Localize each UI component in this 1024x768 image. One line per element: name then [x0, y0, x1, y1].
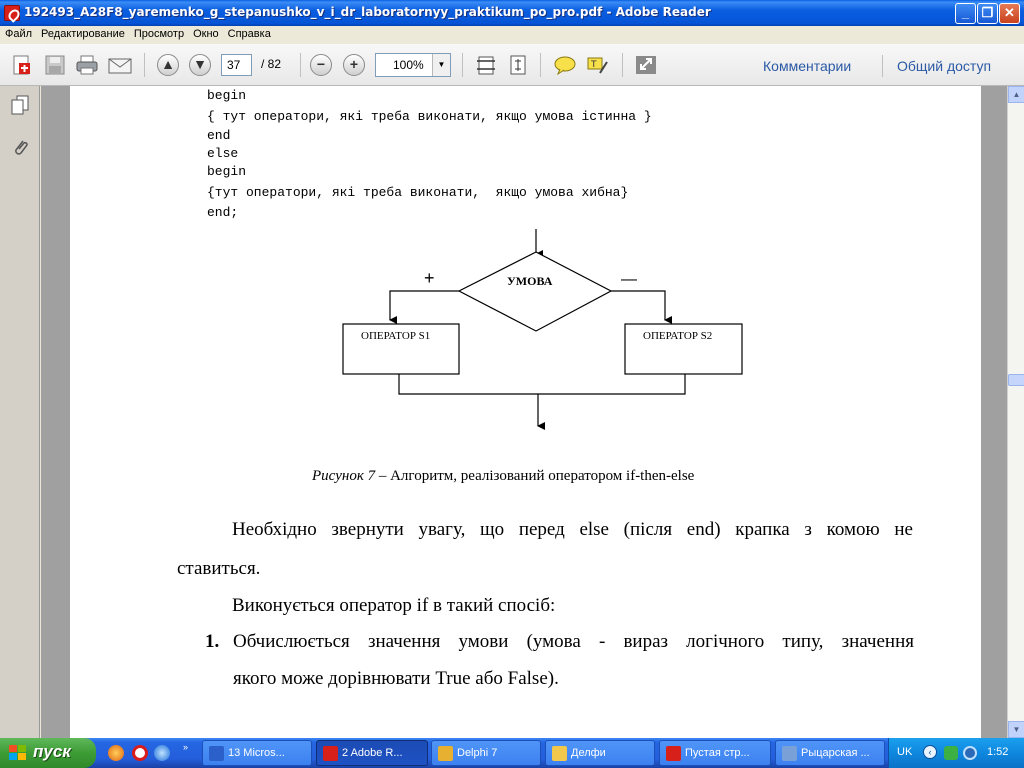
flow-arrow: [390, 291, 459, 320]
next-page-button[interactable]: ▼: [189, 54, 211, 76]
pages-icon[interactable]: [10, 94, 30, 116]
toolbar-separator: [300, 53, 301, 77]
toolbar-separator: [540, 53, 541, 77]
language-indicator[interactable]: UK: [897, 746, 913, 758]
page-number-input[interactable]: 37: [221, 54, 252, 76]
network-icon[interactable]: [944, 746, 958, 760]
window-icon: [782, 746, 797, 761]
task-button-folder[interactable]: [545, 740, 655, 766]
comment-icon[interactable]: [552, 53, 578, 77]
pdf-page: [70, 86, 981, 738]
adobe-reader-icon: [4, 5, 20, 21]
share-link[interactable]: Общий доступ: [897, 58, 992, 74]
taskbar: [0, 738, 1024, 768]
fit-page-icon[interactable]: [506, 53, 532, 77]
navigation-pane: [0, 86, 40, 738]
toolbar-separator: [144, 53, 145, 77]
list-item-line: Обчислюється значення умови (умова - вираз логічного типу, значення: [233, 631, 914, 652]
window-title: 192493_A28F8_yaremenko_g_stepanushko_v_i_dr_laboratornyy_praktikum_po_pro.pdf - Adobe Reader: [24, 5, 711, 19]
word-icon: [209, 746, 224, 761]
clock: 1:52: [987, 746, 1009, 758]
antivirus-icon[interactable]: [963, 746, 977, 760]
code-line: begin: [207, 164, 247, 179]
list-item-line: якого може дорівнювати True або False).: [233, 668, 559, 689]
caption-text: – Алгоритм, реалізований оператором if-then-else: [375, 468, 695, 484]
paragraph-line: ставиться.: [177, 558, 261, 579]
title-bar: [0, 0, 1024, 26]
toolbar-separator: [622, 53, 623, 77]
comments-link[interactable]: Комментарии: [763, 58, 852, 74]
start-label: пуск: [33, 742, 71, 761]
menu-help[interactable]: Справка: [227, 28, 271, 40]
toolbar-separator: [882, 55, 883, 77]
task-button-window[interactable]: [775, 740, 885, 766]
task-label: 2 Adobe R...: [342, 747, 403, 759]
merge-line: [399, 374, 685, 394]
menu-edit[interactable]: Редактирование: [41, 28, 125, 40]
fit-width-icon[interactable]: [474, 53, 500, 77]
chevron-down-icon[interactable]: ▼: [432, 54, 450, 76]
folder-icon: [552, 746, 567, 761]
task-button-adobe-reader[interactable]: [316, 740, 428, 766]
email-icon[interactable]: [107, 53, 133, 77]
menu-window[interactable]: Окно: [193, 28, 219, 40]
page-total: / 82: [261, 57, 282, 71]
flowchart: [70, 86, 981, 446]
svg-text:T: T: [591, 60, 597, 70]
true-sign: +: [424, 268, 435, 288]
task-button-opera[interactable]: [659, 740, 771, 766]
attachments-icon[interactable]: [10, 136, 30, 158]
task-label: 13 Micros...: [228, 747, 285, 759]
expand-icon[interactable]: [633, 53, 659, 77]
menu-view[interactable]: Просмотр: [133, 28, 185, 40]
document-viewport[interactable]: [41, 86, 1007, 738]
caption-label: Рисунок 7: [312, 468, 376, 484]
print-icon[interactable]: [74, 53, 100, 77]
save-icon[interactable]: [42, 53, 68, 77]
restore-button[interactable]: ❐: [977, 3, 998, 24]
tray-arrow-icon[interactable]: ‹: [923, 745, 937, 759]
firefox-icon[interactable]: [108, 745, 124, 761]
code-line: begin: [207, 88, 247, 103]
adobe-reader-icon: [323, 746, 338, 761]
paragraph-line: Необхідно звернути увагу, що перед else (після end) крапка з комою не: [232, 519, 913, 540]
previous-page-button[interactable]: ▲: [157, 54, 179, 76]
list-number: 1.: [205, 631, 220, 652]
vertical-scrollbar[interactable]: [1007, 86, 1024, 738]
close-button[interactable]: ✕: [999, 3, 1020, 24]
task-button-word[interactable]: [202, 740, 312, 766]
highlight-icon[interactable]: [585, 53, 611, 77]
condition-label: УМОВА: [507, 274, 553, 288]
minimize-button[interactable]: _: [955, 3, 976, 24]
internet-explorer-icon[interactable]: [154, 745, 170, 761]
paragraph: Виконується оператор if в такий спосіб:: [232, 595, 556, 616]
task-label: Делфи: [571, 747, 606, 759]
zoom-value: 100%: [393, 58, 424, 72]
flow-arrow: [611, 291, 665, 320]
start-button[interactable]: [0, 738, 96, 768]
opera-icon[interactable]: [132, 745, 148, 761]
code-line: end;: [207, 205, 239, 220]
code-line: { тут оператори, які треба виконати, якщо умова істинна }: [207, 109, 652, 124]
zoom-in-button[interactable]: +: [343, 54, 365, 76]
task-label: Delphi 7: [457, 747, 498, 759]
create-pdf-icon[interactable]: [10, 53, 36, 77]
menu-bar: [0, 26, 1024, 44]
scroll-down-button[interactable]: ▼: [1008, 721, 1024, 738]
operator-s1-label: ОПЕРАТОР S1: [361, 330, 431, 342]
opera-icon: [666, 746, 681, 761]
figure-caption: [312, 468, 694, 485]
quicklaunch-expand-icon[interactable]: »: [183, 742, 189, 752]
code-line: {тут оператори, які треба виконати, якщо умова хибна}: [207, 185, 629, 200]
toolbar-separator: [462, 53, 463, 77]
windows-flag-icon: [9, 745, 27, 761]
scroll-thumb[interactable]: [1008, 374, 1024, 386]
zoom-select[interactable]: [375, 53, 451, 77]
scroll-up-button[interactable]: ▲: [1008, 86, 1024, 103]
task-label: Пустая стр...: [685, 747, 750, 759]
task-button-delphi[interactable]: [431, 740, 541, 766]
code-line: end: [207, 128, 231, 143]
zoom-out-button[interactable]: −: [310, 54, 332, 76]
menu-file[interactable]: Файл: [5, 28, 33, 40]
delphi-icon: [438, 746, 453, 761]
task-label: Рыцарская ...: [801, 747, 870, 759]
false-sign: —: [621, 271, 637, 288]
system-tray: [888, 738, 1024, 768]
operator-s2-label: ОПЕРАТОР S2: [643, 330, 713, 342]
condition-diamond: [459, 252, 611, 331]
code-line: else: [207, 146, 239, 161]
